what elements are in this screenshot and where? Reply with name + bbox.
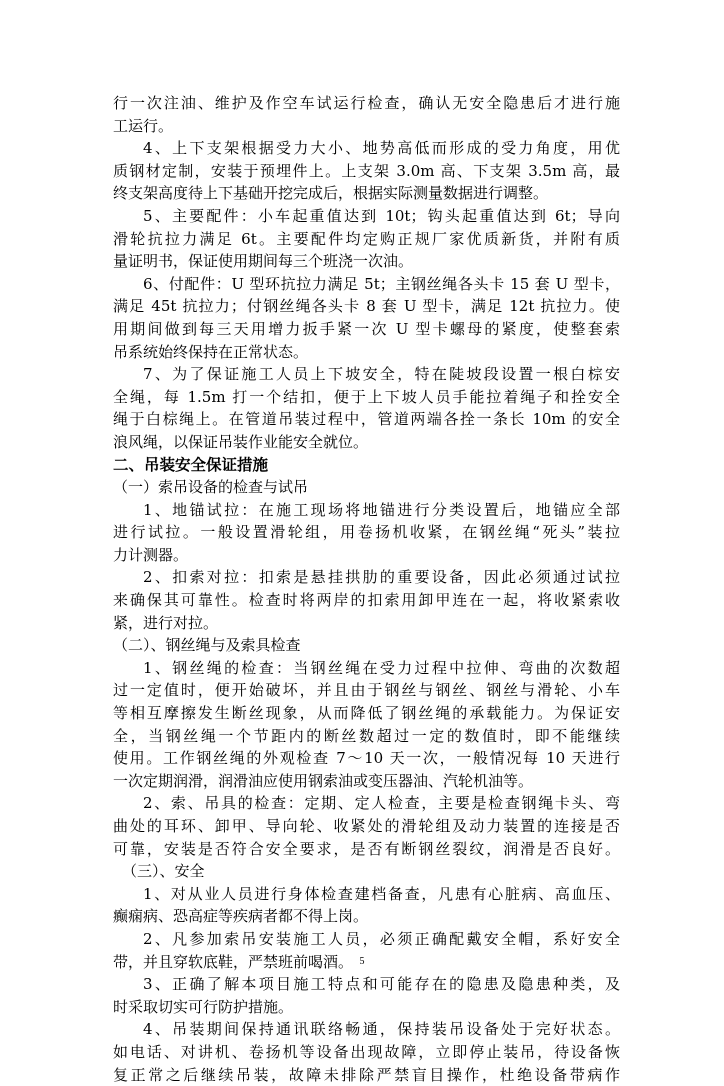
paragraph-line: 量证明书，保证使用期间每三个班浇一次油。 (113, 252, 414, 271)
paragraph-line: 4、上下支架根据受力大小、地势高低而形成的受力角度，用优 (143, 139, 620, 158)
paragraph-line: 6、付配件：U 型环抗拉力满足 5t；主钢丝绳各头卡 15 套 U 型卡， (143, 274, 620, 293)
paragraph-line: 癫痫病、恐高症等疾病者都不得上岗。 (113, 907, 369, 926)
paragraph-line: 工运行。 (113, 116, 174, 135)
paragraph-line: 使用。工作钢丝绳的外观检查 7～10 天一次，一般情况每 10 天进行 (113, 749, 620, 768)
paragraph-line: 3、正确了解本项目施工特点和可能存在的隐患及隐患种类，及 (143, 975, 620, 994)
paragraph-line: 等相互摩擦发生断丝现象，从而降低了钢丝绳的承载能力。为保证安 (113, 704, 620, 723)
paragraph-line: 终支架高度待上下基础开挖完成后，根据实际测量数据进行调整。 (113, 184, 549, 203)
paragraph-line: 1、地锚试拉：在施工现场将地锚进行分类设置后，地锚应全部 (143, 500, 620, 519)
paragraph-line: 力计测器。 (113, 545, 189, 564)
subsection-heading: （二）、钢丝绳与及索具检查 (113, 636, 301, 655)
paragraph-line: 紧，进行对拉。 (113, 613, 219, 632)
paragraph-line: 可靠，安装是否符合安全要求，是否有断钢丝裂纹，润滑是否良好。 (113, 839, 620, 858)
paragraph-line: 来确保其可靠性。检查时将两岸的扣索用卸甲连在一起，将收紧索收 (113, 591, 620, 610)
page-body (113, 92, 620, 1086)
paragraph-line: 带，并且穿软底鞋，严禁班前喝酒。 (113, 952, 354, 971)
paragraph-line: 绳于白棕绳上。在管道吊装过程中，管道两端各拴一条长 10m 的安全 (113, 410, 620, 429)
paragraph-line: 用期间做到每三天用增力扳手紧一次 U 型卡螺母的紧度，使整套索 (113, 319, 620, 338)
paragraph-line: 曲处的耳环、卸甲、导向轮、收紧处的滑轮组及动力装置的连接是否 (113, 817, 620, 835)
paragraph-line: 行一次注油、维护及作空车试运行检查，确认无安全隐患后才进行施 (113, 94, 620, 112)
paragraph-line: 过一定值时，便开始破坏，并且由于钢丝与钢丝、钢丝与滑轮、小车 (113, 681, 620, 700)
paragraph-line: 全绳，每 1.5m 打一个结扣，便于上下坡人员手能拉着绳子和拴安全 (113, 387, 620, 406)
paragraph-line: 2、凡参加索吊安装施工人员，必须正确配戴安全帽，系好安全 (143, 929, 620, 948)
paragraph-line: 满足 45t 抗拉力；付钢丝绳各头卡 8 套 U 型卡，满足 12t 抗拉力。使 (113, 297, 620, 316)
paragraph-line: 复正常之后继续吊装，故障未排除严禁盲目操作，杜绝设备带病作 (113, 1065, 620, 1084)
paragraph-line: 一次定期润滑，润滑油应使用钢索油或变压器油、汽轮机油等。 (113, 771, 534, 790)
paragraph-line: 7、为了保证施工人员上下坡安全，特在陡坡段设置一根白棕安 (143, 365, 620, 384)
page-number: 5 (359, 956, 365, 967)
paragraph-line: 滑轮抗拉力满足 6t。主要配件均定购正规厂家优质新货，并附有质 (113, 229, 620, 248)
paragraph-line: 4、吊装期间保持通讯联络畅通，保持装吊设备处于完好状态。 (143, 1020, 620, 1039)
subsection-heading: （三）、安全 (122, 862, 205, 881)
section-heading: 二、吊装安全保证措施 (113, 455, 269, 474)
paragraph-line: 进行试拉。一般设置滑轮组，用卷扬机收紧，在钢丝绳“死头”装拉 (113, 523, 620, 542)
paragraph-line: 2、扣索对拉：扣索是悬挂拱肋的重要设备，因此必须通过试拉 (143, 568, 620, 587)
paragraph-line: 时采取切实可行防护措施。 (113, 997, 294, 1016)
paragraph-line: 全，当钢丝绳一个节距内的断丝数超过一定的数值时，即不能继续 (113, 726, 620, 745)
paragraph-line: 吊系统始终保持在正常状态。 (113, 342, 309, 361)
paragraph-line: 1、钢丝绳的检查：当钢丝绳在受力过程中拉伸、弯曲的次数超 (143, 658, 620, 677)
paragraph-line: 1、对从业人员进行身体检查建档备查，凡患有心脏病、高血压、 (143, 884, 620, 903)
paragraph-line: 2、索、吊具的检查：定期、定人检查，主要是检查钢绳卡头、弯 (143, 794, 620, 813)
subsection-heading: （一）索吊设备的检查与试吊 (113, 478, 309, 497)
paragraph-line: 浪风绳，以保证吊装作业能安全就位。 (113, 432, 369, 451)
paragraph-line: 如电话、对讲机、卷扬机等设备出现故障，立即停止装吊，待设备恢 (113, 1042, 620, 1061)
paragraph-line: 5、主要配件：小车起重值达到 10t；钩头起重值达到 6t；导向 (143, 206, 620, 225)
paragraph-line: 质钢材定制，安装于预埋件上。上支架 3.0m 高、下支架 3.5m 高，最 (113, 161, 620, 180)
